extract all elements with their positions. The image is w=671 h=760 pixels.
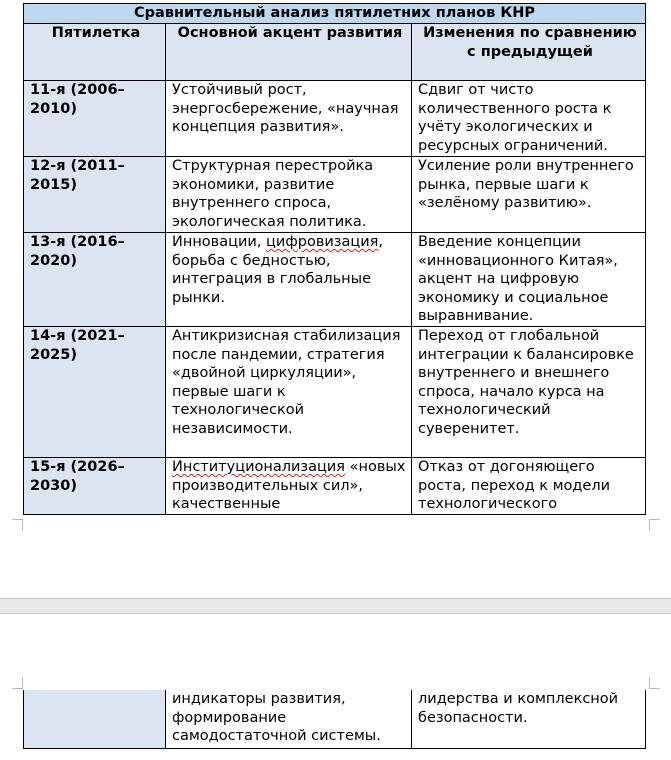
table-row [24,458,646,515]
table-row [24,690,646,748]
focus-cell: Устойчивый рост, энергосбережение, «научная концепция развития». [166,81,412,157]
changes-cell: Отказ от догоняющего роста, переход к модели технологического [412,458,646,515]
focus-text-a: Инновации, [172,234,267,250]
plan-cell: 13-я (2016–2020) [24,233,166,327]
focus-cell [166,458,412,515]
header-focus: Основной акцент развития [166,24,412,81]
header-plan: Пятилетка [24,24,166,81]
page-corner-mark [649,519,660,530]
page-corner-mark [12,678,23,689]
five-year-plans-table [23,3,646,515]
table-row [24,233,646,327]
plan-cell: 11-я (2006–2010) [24,81,166,157]
plan-cell: 14-я (2021–2025) [24,327,166,458]
page-break [0,598,671,614]
table-row [24,81,646,157]
changes-cell: Введение концепции «инновационного Китая», акцент на цифровую экономику и социальное выравнивание. [412,233,646,327]
changes-cell: Усиление роли внутреннего рынка, первые шаги к «зелёному развитию». [412,157,646,233]
focus-text-b: «новых производительных сил», качественные [172,459,406,512]
spellcheck-word[interactable]: цифровизация [266,234,379,250]
focus-cell [166,233,412,327]
page-corner-mark [649,678,660,689]
plan-cell: 12-я (2011–2015) [24,157,166,233]
focus-cell: Антикризисная стабилизация после пандемии, стратегия «двойной циркуляции», первые шаги к технологической независимости. [166,327,412,458]
table-row [24,327,646,458]
focus-text-c: , борьба с бедностью, интеграция в глобальные рынки. [172,234,384,306]
spellcheck-word[interactable]: Институционализация [172,459,346,475]
plan-cell: 15-я (2026–2030) [24,458,166,515]
table-title: Сравнительный анализ пятилетних планов КНР [24,4,646,24]
header-changes: Изменения по сравнению с предыдущей [412,24,646,81]
page-corner-mark [12,519,23,530]
changes-cell: Переход от глобальной интеграции к балансировке внутреннего и внешнего спроса, начало курса на технологический суверенитет. [412,327,646,458]
changes-cell: лидерства и комплексной безопасности. [412,690,646,748]
table-row [24,157,646,233]
plan-cell-empty [24,690,166,748]
focus-cell: индикаторы развития, формирование самодостаточной системы. [166,690,412,748]
focus-cell: Структурная перестройка экономики, развитие внутреннего спроса, экологическая политика. [166,157,412,233]
five-year-plans-table-continuation [23,690,646,749]
changes-cell: Сдвиг от чисто количественного роста к учёту экологических и ресурсных ограничений. [412,81,646,157]
